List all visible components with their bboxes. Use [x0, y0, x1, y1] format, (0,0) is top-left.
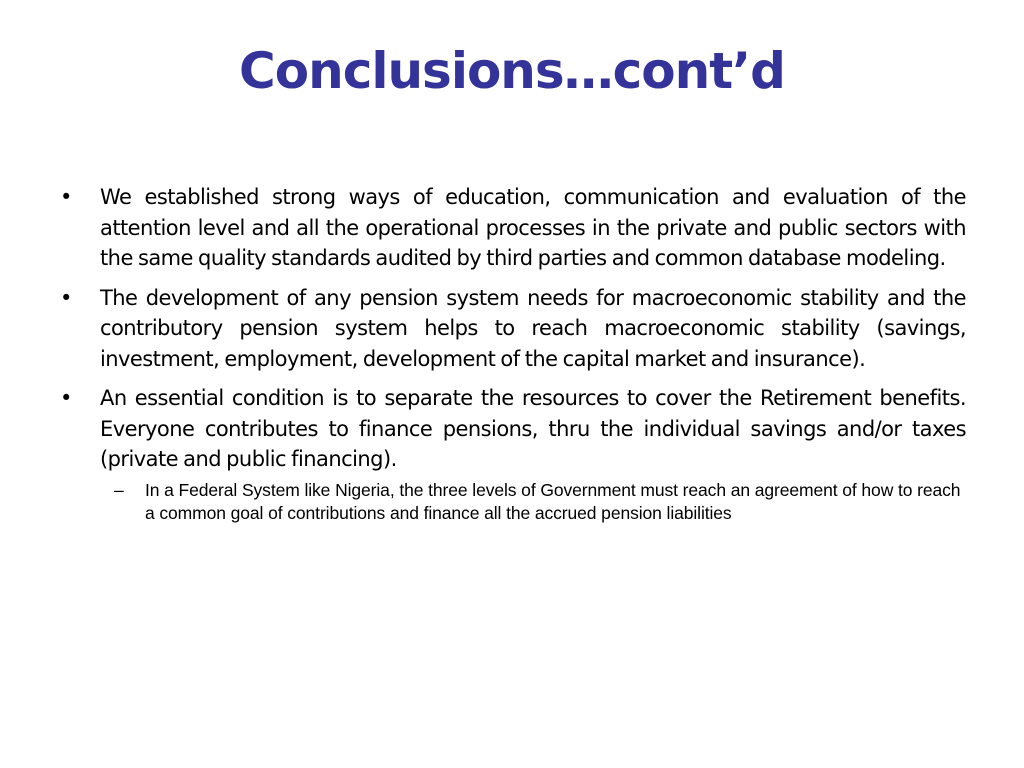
bullet-item-2: [58, 283, 966, 375]
bullet-dot: •: [60, 285, 72, 310]
bullet-list: [58, 182, 966, 526]
bullet-item-1: [58, 182, 966, 274]
sub-bullet-dash: –: [114, 479, 124, 500]
sub-bullet-text: In a Federal System like Nigeria, the three levels of Government must reach an agreement of how to reach a common goal of contributions and finance all the accrued pension liabilities: [145, 479, 961, 523]
bullet-dot: •: [60, 185, 72, 209]
slide-title: Conclusions…cont’d: [239, 42, 785, 100]
bullet-text: We established strong ways of education, communication and evaluation of the attention level and all the operational processes in the private and public sectors with the same quality standards audited by third parties and common database modeling.: [100, 185, 966, 270]
bullet-dot: •: [60, 386, 72, 410]
sub-bullet-item-1: [58, 479, 966, 526]
bullet-text: An essential condition is to separate the resources to cover the Retirement benefits. Everyone contributes to finance pensions, thru the individual savings and/or taxes (private and public financing).: [100, 386, 966, 471]
bullet-text: The development of any pension system needs for macroeconomic stability and the contributory pension system helps to reach macroeconomic stability (savings, investment, employment, development of the capital market and insurance).: [100, 285, 966, 371]
bullet-item-3: [58, 383, 966, 475]
